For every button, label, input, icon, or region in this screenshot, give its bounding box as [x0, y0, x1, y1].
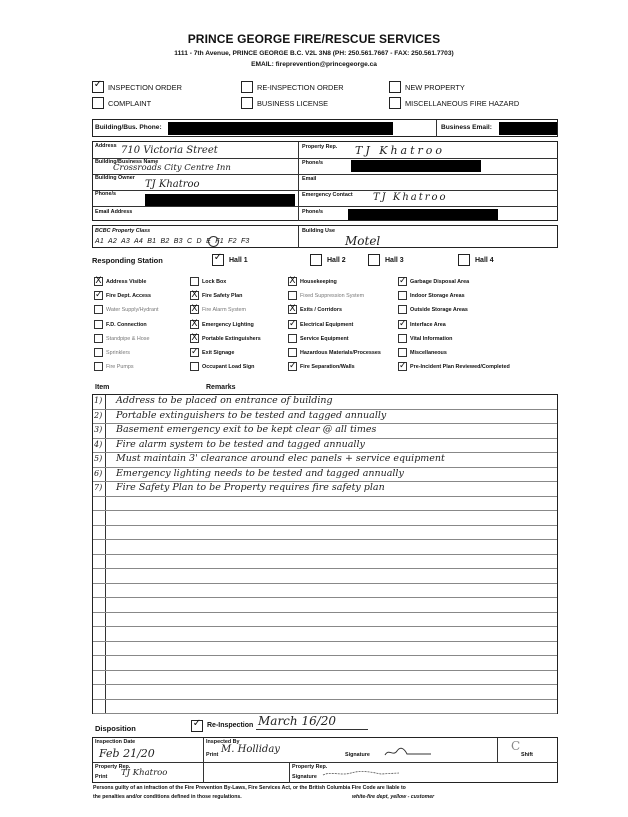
remark-text[interactable]: Address to be placed on entrance of building: [116, 395, 333, 406]
disposition-label: Disposition: [95, 724, 136, 733]
order-type-checkbox[interactable]: [389, 97, 401, 109]
remark-text[interactable]: Basement emergency exit to be kept clear @ all times: [116, 424, 377, 435]
address-value[interactable]: 710 Victoria Street: [121, 145, 218, 156]
x-mark-icon: X: [191, 332, 198, 343]
remark-item-number: 5): [94, 454, 103, 463]
checklist-checkbox[interactable]: [94, 305, 103, 314]
checklist-checkbox[interactable]: [288, 362, 297, 371]
footer-grid: [92, 737, 558, 783]
checklist-checkbox[interactable]: [398, 305, 407, 314]
inspected-by-value[interactable]: M. Holliday: [221, 744, 280, 755]
checklist-label: Exits / Corridors: [300, 307, 342, 314]
contact-bar: [92, 119, 558, 137]
checklist-label: Indoor Storage Areas: [410, 293, 465, 300]
remarks-rule: [93, 568, 557, 569]
phone-label-right: Phone/s: [302, 160, 323, 166]
redacted-emergency-phone: [348, 209, 498, 220]
checklist-checkbox[interactable]: [288, 291, 297, 300]
inspection-date-label: Inspection Date: [95, 739, 136, 745]
item-header: Item: [95, 384, 110, 391]
reinspection-checkbox[interactable]: [191, 720, 203, 732]
print-label-2: Print: [95, 774, 108, 780]
remark-item-number: 2): [94, 410, 103, 420]
remarks-rule: [93, 597, 557, 598]
x-mark-icon: X: [191, 304, 198, 315]
checklist-checkbox[interactable]: [398, 277, 407, 286]
remark-item-number: 3): [94, 425, 103, 434]
building-name-label: Building/Business Name: [95, 159, 159, 165]
checklist-label: Sprinklers: [106, 350, 130, 356]
bcbc-classes: A1 A2 A3 A4 B1 B2 B3 C D E F1 F2 F3: [95, 238, 250, 245]
remarks-rule: [93, 626, 557, 627]
remark-text[interactable]: Fire Safety Plan to be Property requires fire safety plan: [116, 482, 385, 493]
order-type-label: INSPECTION ORDER: [108, 83, 182, 92]
legal-notice-line1: Persons guilty of an infraction of the Fire Prevention By-Laws, Fire Services Act, or the British Columbia Fire Code are liable to: [93, 785, 406, 791]
checklist-checkbox[interactable]: [288, 305, 297, 314]
remarks-rule: [93, 539, 557, 540]
property-rep-label-footer: Property Rep.: [95, 764, 131, 770]
reinspection-label: Re-Inspection: [207, 722, 254, 729]
checklist-checkbox[interactable]: [190, 277, 199, 286]
checklist-checkbox[interactable]: [190, 305, 199, 314]
remarks-rule: [93, 655, 557, 656]
order-type-label: RE-INSPECTION ORDER: [257, 83, 344, 92]
checklist-label: Hazardous Materials/Processes: [300, 350, 381, 356]
bcbc-label: BCBC Property Class: [95, 228, 151, 234]
remarks-rule: [93, 583, 557, 584]
building-use-value[interactable]: Motel: [345, 234, 381, 248]
property-rep-label-footer-2: Property Rep.: [292, 764, 328, 770]
email-label-right: Email: [302, 176, 317, 182]
remark-item-number: 4): [94, 439, 103, 449]
hall-checkbox[interactable]: [310, 254, 322, 266]
bcbc-class-c-circle: [208, 236, 219, 247]
checklist-label: Address Visible: [106, 279, 147, 285]
redacted-phone: [168, 122, 393, 135]
checklist-label: Fire Alarm System: [202, 307, 247, 314]
check-mark-icon: ✓: [95, 290, 103, 301]
order-type-checkbox[interactable]: [241, 97, 253, 109]
order-type-checkbox[interactable]: [241, 81, 253, 93]
responding-station-label: Responding Station: [92, 256, 163, 265]
hall-checkbox[interactable]: [212, 254, 224, 266]
x-mark-icon: X: [289, 276, 296, 286]
check-mark-icon: ✓: [192, 718, 202, 729]
check-mark-icon: ✓: [289, 361, 297, 372]
checklist-label: Garbage Disposal Area: [410, 279, 470, 285]
checklist-label: Fire Safety Plan: [202, 293, 243, 300]
order-type-label: COMPLAINT: [108, 99, 152, 108]
order-type-label: NEW PROPERTY: [405, 83, 465, 92]
order-type-label: MISCELLANEOUS FIRE HAZARD: [405, 99, 520, 108]
check-mark-icon: ✓: [399, 361, 407, 372]
agency-email: EMAIL: fireprevention@princegeorge.ca: [251, 61, 377, 68]
property-rep-label: Property Rep.: [302, 144, 338, 150]
signature-label-2: Signature: [292, 774, 317, 780]
rep-signature-icon: [321, 768, 401, 778]
remarks-rule: [93, 641, 557, 642]
email-address-label: Email Address: [95, 209, 133, 215]
remark-text[interactable]: Portable extinguishers to be tested and tagged annually: [116, 409, 387, 421]
checklist-label: Standpipe & Hose: [106, 335, 150, 342]
reinspection-date[interactable]: March 16/20: [258, 714, 337, 728]
checklist-label: Housekeeping: [300, 279, 337, 285]
checklist-label: Occupant Load Sign: [202, 364, 255, 371]
checklist-label: Pre-Incident Plan Reviewed/Completed: [410, 364, 510, 371]
checklist-label: Fire Separation/Walls: [300, 364, 355, 371]
checklist-label: Exit Signage: [202, 350, 235, 356]
checklist-label: Electrical Equipment: [300, 321, 354, 328]
agency-address: 1111 - 7th Avenue, PRINCE GEORGE B.C. V2L 3N8 (PH: 250.561.7667 - FAX: 250.561.7703): [174, 50, 454, 57]
order-type-checkbox[interactable]: [389, 81, 401, 93]
checklist-checkbox[interactable]: [288, 334, 297, 343]
hall-label: Hall 1: [229, 257, 248, 264]
check-mark-icon: ✓: [399, 318, 407, 329]
shift-label: Shift: [521, 752, 533, 758]
inspected-by-label: Inspected By: [206, 739, 240, 745]
print-label: Print: [206, 752, 219, 758]
checklist-label: Portable Extinguishers: [202, 335, 261, 342]
checklist-checkbox[interactable]: [94, 277, 103, 286]
emergency-contact-label: Emergency Contact: [302, 192, 353, 198]
checklist-checkbox[interactable]: [190, 362, 199, 371]
remarks-header: Remarks: [206, 384, 236, 391]
check-mark-icon: ✓: [191, 347, 199, 357]
checklist-checkbox[interactable]: [288, 277, 297, 286]
order-type-label: BUSINESS LICENSE: [257, 99, 329, 108]
checklist-checkbox[interactable]: [398, 291, 407, 300]
address-label: Address: [95, 143, 117, 149]
hall-checkbox[interactable]: [368, 254, 380, 266]
checklist-label: Vital Information: [410, 335, 453, 342]
checklist-checkbox[interactable]: [288, 320, 297, 329]
checklist-checkbox[interactable]: [190, 320, 199, 329]
inspection-date-value[interactable]: Feb 21/20: [99, 747, 155, 760]
x-mark-icon: X: [95, 276, 102, 286]
checklist-label: Fire Pumps: [106, 364, 134, 371]
checklist-checkbox[interactable]: [190, 348, 199, 357]
checklist-label: Fixed Suppression System: [300, 293, 365, 300]
order-type-checkbox[interactable]: [92, 81, 104, 93]
remark-text[interactable]: Emergency lighting needs to be tested and tagged annually: [116, 467, 404, 479]
legal-notice-line2: the penalties and/or conditions defined in those regulations.: [93, 794, 242, 800]
check-mark-icon: ✓: [213, 252, 223, 263]
hall-label: Hall 3: [385, 257, 404, 264]
redacted-rep-phone: [351, 160, 481, 172]
checklist-label: F.D. Connection: [106, 321, 147, 328]
checklist-label: Outside Storage Areas: [410, 307, 468, 314]
checklist-checkbox[interactable]: [94, 362, 103, 371]
checklist-checkbox[interactable]: [94, 334, 103, 343]
hall-checkbox[interactable]: [458, 254, 470, 266]
building-use-label: Building Use: [302, 228, 335, 234]
copies-note: white-fire dept, yellow - customer: [352, 794, 435, 800]
phone-label-right-2: Phone/s: [302, 209, 323, 215]
agency-title: PRINCE GEORGE FIRE/RESCUE SERVICES: [187, 32, 441, 46]
checklist-label: Interface Area: [410, 321, 446, 328]
remarks-rule: [93, 699, 557, 700]
checklist-label: Fire Dept. Access: [106, 293, 152, 300]
checklist-checkbox[interactable]: [288, 348, 297, 357]
x-mark-icon: X: [289, 304, 296, 315]
remark-text[interactable]: Must maintain 3' clearance around elec panels + service equipment: [116, 453, 445, 464]
checklist-checkbox[interactable]: [94, 320, 103, 329]
checklist-checkbox[interactable]: [398, 334, 407, 343]
building-name-value[interactable]: Crossroads City Centre Inn: [113, 163, 231, 173]
checklist-checkbox[interactable]: [190, 334, 199, 343]
remarks-rule: [93, 612, 557, 613]
remark-text[interactable]: Fire alarm system to be tested and tagged annually: [116, 438, 365, 450]
checklist-checkbox[interactable]: [190, 291, 199, 300]
property-rep-print-value[interactable]: TJ Khatroo: [121, 768, 168, 778]
checklist-label: Miscellaneous: [410, 350, 447, 356]
remark-item-number: 7): [94, 483, 103, 492]
x-mark-icon: X: [191, 290, 198, 301]
check-mark-icon: ✓: [93, 79, 103, 90]
remark-item-number: 1): [94, 396, 103, 405]
hall-label: Hall 4: [475, 257, 494, 264]
building-phone-label: Building/Bus. Phone:: [95, 124, 162, 131]
checklist-checkbox[interactable]: [398, 320, 407, 329]
emergency-contact-value[interactable]: TJ Khatroo: [373, 192, 448, 203]
checklist-label: Service Equipment: [300, 335, 349, 342]
checklist-checkbox[interactable]: [94, 348, 103, 357]
bcbc-row: [92, 225, 558, 248]
remarks-rule: [93, 554, 557, 555]
remarks-rule: [93, 496, 557, 497]
remarks-rule: [93, 525, 557, 526]
property-grid: [92, 141, 558, 221]
remark-item-number: 6): [94, 468, 103, 478]
inspector-signature-icon: [383, 746, 433, 758]
check-mark-icon: ✓: [399, 276, 407, 286]
checklist-checkbox[interactable]: [94, 291, 103, 300]
business-email-label: Business Email:: [441, 124, 492, 131]
remarks-rule: [93, 684, 557, 685]
remarks-rule: [93, 670, 557, 671]
order-type-checkbox[interactable]: [92, 97, 104, 109]
checklist-label: Lock Box: [202, 279, 227, 285]
signature-label: Signature: [345, 752, 370, 758]
phone-label: Phone/s: [95, 191, 116, 197]
remarks-rule: [93, 510, 557, 511]
redacted-email: [499, 122, 557, 135]
hall-label: Hall 2: [327, 257, 346, 264]
checklist-label: Emergency Lighting: [202, 321, 254, 328]
property-rep-value[interactable]: TJ Khatroo: [355, 144, 446, 157]
check-mark-icon: ✓: [289, 318, 297, 329]
shift-value[interactable]: C: [511, 739, 521, 753]
checklist-checkbox[interactable]: [398, 348, 407, 357]
redacted-owner-phone: [145, 194, 295, 206]
building-owner-label: Building Owner: [95, 175, 135, 181]
checklist-checkbox[interactable]: [398, 362, 407, 371]
x-mark-icon: X: [191, 318, 198, 329]
building-owner-value[interactable]: TJ Khatroo: [145, 179, 200, 190]
checklist-label: Water Supply/Hydrant: [106, 307, 159, 314]
